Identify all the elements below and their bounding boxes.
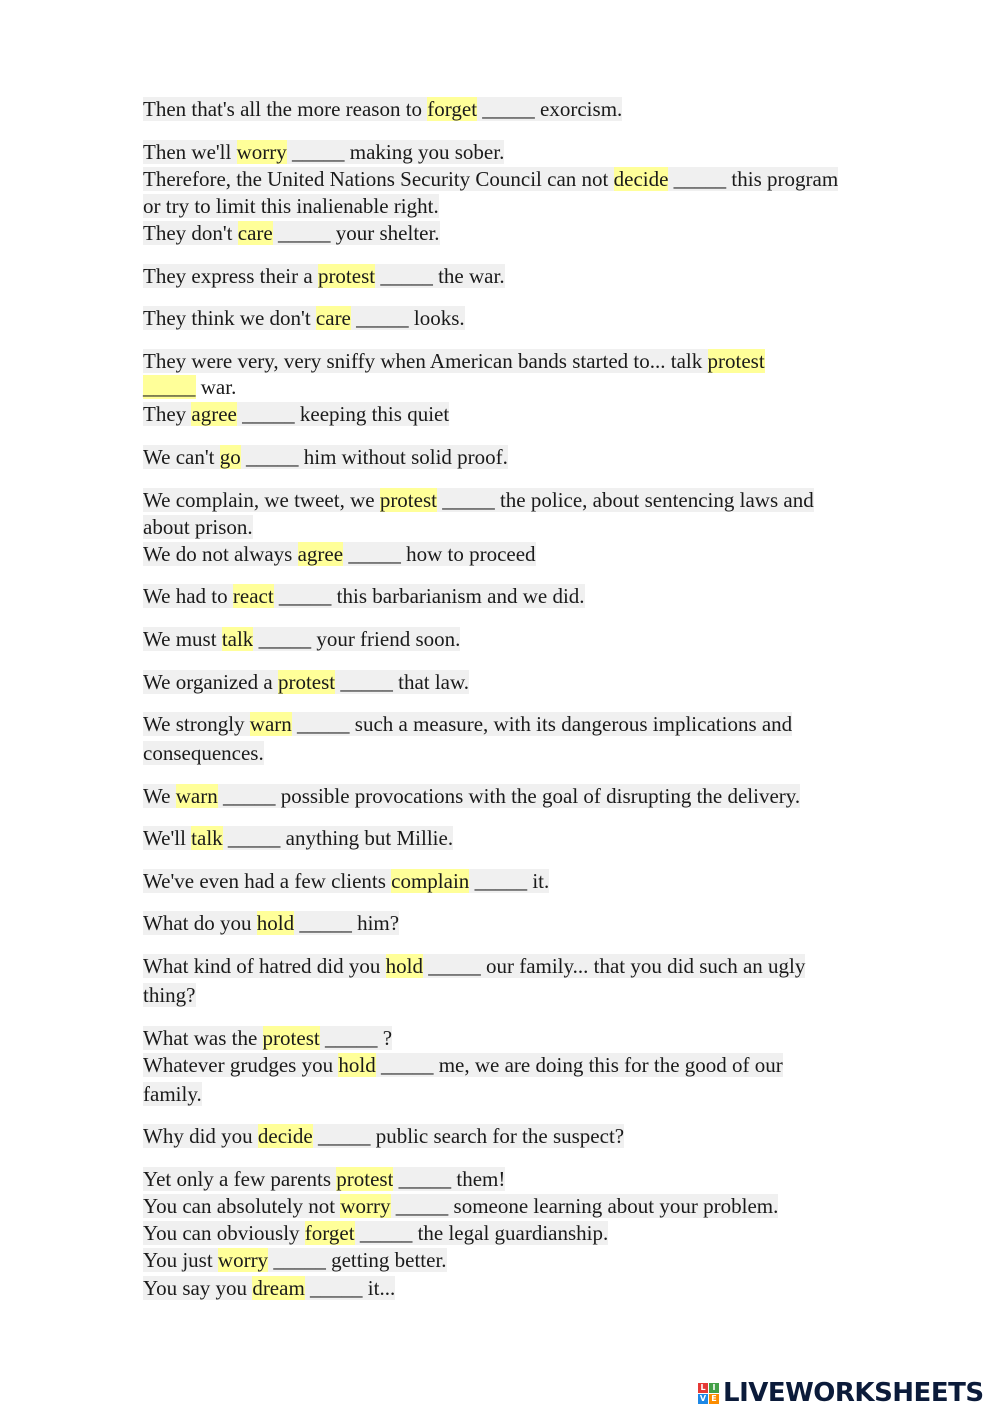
sentence-blank[interactable]: _____ our family... that you did such an ugly — [422, 954, 806, 978]
sentence-text: They express their a — [143, 264, 318, 288]
sentence-line — [143, 139, 504, 165]
sentence-blank[interactable]: _____ this program — [668, 167, 839, 191]
sentence-blank[interactable]: _____ me, we are doing this for the good of our — [375, 1053, 783, 1077]
sentence-blank[interactable]: _____ public search for the suspect? — [312, 1124, 625, 1148]
highlighted-verb: forget — [304, 1221, 355, 1245]
sentence-line — [143, 910, 399, 936]
sentence-line — [143, 1166, 505, 1192]
sentence-line — [143, 444, 508, 470]
sentence-line — [143, 263, 505, 289]
highlighted-verb: protest — [336, 1167, 394, 1191]
sentence-line — [143, 1052, 783, 1078]
sentence-text: You can absolutely not — [143, 1194, 341, 1218]
sentence-blank[interactable]: _____ getting better. — [268, 1248, 447, 1272]
sentence-text: They were very, very sniffy when American bands started to... talk — [143, 349, 708, 373]
sentence-line — [143, 166, 838, 192]
sentence-blank[interactable]: _____ exorcism. — [477, 97, 623, 121]
sentence-text: Therefore, the United Nations Security Council can not — [143, 167, 614, 191]
highlighted-verb: care — [237, 221, 273, 245]
highlighted-verb: hold — [385, 954, 423, 978]
highlighted-verb: protest — [262, 1026, 320, 1050]
sentence-text: about prison. — [143, 515, 253, 539]
sentence-blank[interactable]: _____ him without solid proof. — [240, 445, 508, 469]
sentence-line — [143, 825, 453, 851]
sentence-blank[interactable]: _____ the police, about sentencing laws and — [436, 488, 814, 512]
sentence-blank[interactable]: _____ looks. — [350, 306, 465, 330]
sentence-text: They — [143, 402, 192, 426]
highlighted-verb: decide — [613, 167, 669, 191]
sentence-blank[interactable]: _____ anything but Millie. — [222, 826, 454, 850]
sentence-text: Yet only a few parents — [143, 1167, 337, 1191]
sentence-text: They think we don't — [143, 306, 316, 330]
sentence-blank[interactable]: _____ it. — [469, 869, 550, 893]
sentence-line — [143, 1081, 202, 1107]
sentence-text: war. — [195, 375, 237, 399]
logo-mark-letter: I — [709, 1383, 719, 1393]
highlighted-verb: protest — [707, 349, 765, 373]
sentence-line — [143, 193, 439, 219]
highlighted-verb: complain — [391, 869, 470, 893]
sentence-line — [143, 982, 196, 1008]
highlighted-verb: talk — [191, 826, 223, 850]
sentence-blank[interactable]: _____ keeping this quiet — [236, 402, 450, 426]
sentence-text: You say you — [143, 1276, 253, 1300]
highlighted-verb: decide — [257, 1124, 313, 1148]
sentence-text: You just — [143, 1248, 218, 1272]
sentence-blank[interactable]: _____ them! — [393, 1167, 506, 1191]
sentence-text: We had to — [143, 584, 233, 608]
highlighted-verb: protest — [317, 264, 376, 288]
sentence-blank[interactable]: _____ the legal guardianship. — [354, 1221, 609, 1245]
sentence-text: Then that's all the more reason to — [143, 97, 428, 121]
sentence-line — [143, 348, 765, 374]
sentence-text: You can obviously — [143, 1221, 305, 1245]
sentence-line — [143, 1123, 624, 1149]
highlighted-verb: warn — [175, 784, 218, 808]
sentence-text: What was the — [143, 1026, 263, 1050]
sentence-line — [143, 626, 460, 652]
highlighted-verb: care — [315, 306, 351, 330]
highlighted-verb: agree — [191, 402, 237, 426]
sentence-line — [143, 1220, 608, 1246]
sentence-blank[interactable]: _____ making you sober. — [286, 140, 505, 164]
sentence-text: We've even had a few clients — [143, 869, 392, 893]
highlighted-verb: worry — [236, 140, 287, 164]
sentence-text: Then we'll — [143, 140, 237, 164]
sentence-line — [143, 514, 253, 540]
logo-wordmark: LIVEWORKSHEETS — [723, 1378, 984, 1408]
sentence-blank[interactable]: _____ how to proceed — [343, 542, 536, 566]
sentence-line — [143, 669, 469, 695]
sentence-line — [143, 711, 792, 737]
highlighted-verb: worry — [340, 1194, 391, 1218]
sentence-blank[interactable]: _____ your shelter. — [272, 221, 440, 245]
logo-mark-letter: V — [699, 1393, 707, 1403]
sentence-blank[interactable]: _____ the war. — [375, 264, 505, 288]
highlighted-verb: go — [219, 445, 241, 469]
sentence-blank[interactable]: _____ it... — [304, 1276, 396, 1300]
sentence-blank[interactable]: _____ that law. — [335, 670, 470, 694]
highlighted-verb: protest — [379, 488, 437, 512]
sentence-text: We organized a — [143, 670, 278, 694]
sentence-line — [143, 374, 236, 400]
sentence-line — [143, 541, 536, 567]
sentence-text: Why did you — [143, 1124, 258, 1148]
highlighted-verb: dream — [252, 1276, 305, 1300]
sentence-text: They don't — [143, 221, 238, 245]
highlighted-verb: hold — [338, 1053, 376, 1077]
sentence-blank[interactable]: _____ possible provocations with the goal of disrupting the delivery. — [217, 784, 801, 808]
sentence-line — [143, 96, 622, 122]
sentence-blank[interactable]: _____ your friend soon. — [253, 627, 461, 651]
sentence-blank[interactable]: _____ this barbarianism and we did. — [273, 584, 585, 608]
sentence-text: Whatever grudges you — [143, 1053, 339, 1077]
sentence-text: or try to limit this inalienable right. — [143, 194, 439, 218]
logo-mark-letter: E — [709, 1394, 719, 1404]
sentence-line — [143, 1247, 447, 1273]
sentence-text: consequences. — [143, 741, 264, 765]
sentence-line — [143, 953, 805, 979]
sentence-line — [143, 305, 465, 331]
sentence-text: We strongly — [143, 712, 250, 736]
sentence-line — [143, 1275, 395, 1301]
highlighted-verb: agree — [297, 542, 344, 566]
sentence-blank[interactable]: _____ someone learning about your problem. — [390, 1194, 779, 1218]
sentence-blank[interactable]: _____ such a measure, with its dangerous implications and — [291, 712, 793, 736]
sentence-line — [143, 1025, 392, 1051]
sentence-blank[interactable]: _____ — [143, 375, 196, 399]
sentence-text: We must — [143, 627, 222, 651]
sentence-text: family. — [143, 1082, 202, 1106]
liveworksheets-logo — [698, 1378, 984, 1408]
sentence-line — [143, 401, 449, 427]
sentence-text: We — [143, 784, 176, 808]
sentence-line — [143, 740, 264, 766]
highlighted-verb: worry — [217, 1248, 269, 1272]
sentence-line — [143, 868, 549, 894]
highlighted-verb: forget — [427, 97, 478, 121]
highlighted-verb: protest — [277, 670, 336, 694]
highlighted-verb: talk — [221, 627, 254, 651]
highlighted-verb: hold — [256, 911, 295, 935]
highlighted-verb: react — [232, 584, 274, 608]
sentence-line — [143, 783, 800, 809]
sentence-line — [143, 1193, 778, 1219]
sentence-text: What do you — [143, 911, 257, 935]
sentence-line — [143, 220, 440, 246]
logo-mark-letter: L — [698, 1383, 708, 1393]
sentence-text: We complain, we tweet, we — [143, 488, 380, 512]
sentence-text: What kind of hatred did you — [143, 954, 386, 978]
sentence-blank[interactable]: _____ ? — [319, 1026, 393, 1050]
sentence-blank[interactable]: _____ him? — [294, 911, 400, 935]
logo-mark-icon — [698, 1383, 719, 1404]
sentence-text: thing? — [143, 983, 196, 1007]
sentence-line — [143, 487, 814, 513]
sentence-line — [143, 583, 585, 609]
sentence-text: We'll — [143, 826, 192, 850]
highlighted-verb: warn — [249, 712, 292, 736]
sentence-text: We can't — [143, 445, 220, 469]
sentence-text: We do not always — [143, 542, 298, 566]
